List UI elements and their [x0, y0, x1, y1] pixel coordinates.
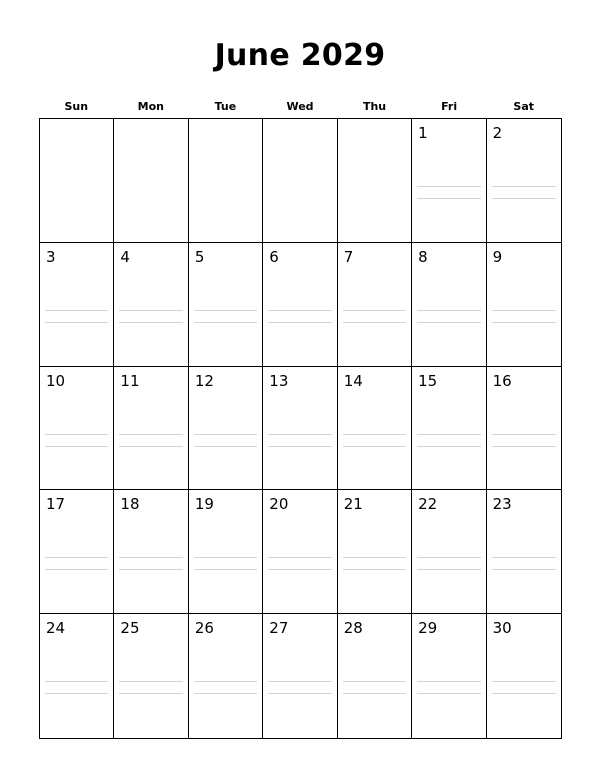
day-cell[interactable]	[263, 490, 337, 614]
note-line	[268, 569, 331, 570]
day-number: 15	[418, 371, 438, 390]
day-number: 12	[194, 371, 214, 390]
note-line	[268, 557, 331, 558]
note-line	[343, 693, 406, 694]
calendar-title: June 2029	[214, 38, 386, 73]
note-line	[268, 681, 331, 682]
note-line	[417, 322, 480, 323]
note-line	[194, 310, 257, 311]
weekday-tue: Tue	[214, 100, 237, 113]
day-cell[interactable]	[263, 367, 337, 491]
note-line	[268, 446, 331, 447]
day-cell[interactable]	[412, 614, 486, 738]
note-line	[119, 693, 182, 694]
note-line	[417, 198, 480, 199]
weekday-sun: Sun	[64, 100, 89, 113]
day-number: 1	[418, 124, 428, 142]
note-line	[417, 569, 480, 570]
day-cell[interactable]	[487, 119, 561, 243]
day-cell[interactable]	[487, 490, 561, 614]
day-cell[interactable]	[40, 614, 114, 738]
note-line	[492, 310, 556, 311]
weekday-header	[39, 99, 561, 115]
day-cell[interactable]	[487, 367, 561, 491]
day-number: 8	[418, 247, 428, 266]
note-line	[417, 434, 480, 435]
note-line	[417, 186, 480, 187]
note-line	[268, 310, 331, 311]
weekday-wed: Wed	[286, 100, 314, 113]
day-cell[interactable]	[114, 367, 188, 491]
day-cell[interactable]	[40, 367, 114, 491]
weekday-thu: Thu	[362, 100, 387, 113]
note-line	[492, 693, 556, 694]
note-line	[119, 446, 182, 447]
day-number: 13	[269, 371, 289, 390]
day-number: 23	[492, 495, 512, 514]
day-cell[interactable]	[412, 243, 486, 367]
day-number: 11	[120, 371, 140, 390]
day-cell[interactable]	[114, 490, 188, 614]
day-cell[interactable]	[412, 367, 486, 491]
note-line	[119, 310, 182, 311]
day-cell[interactable]	[40, 243, 114, 367]
note-line	[343, 310, 406, 311]
day-cell[interactable]	[40, 490, 114, 614]
day-number: 7	[343, 247, 354, 266]
note-line	[45, 310, 108, 311]
day-cell[interactable]	[338, 490, 412, 614]
note-line	[45, 557, 108, 558]
note-line	[417, 446, 480, 447]
note-line	[268, 693, 331, 694]
note-line	[417, 681, 480, 682]
note-line	[492, 681, 556, 682]
day-number: 17	[46, 495, 66, 514]
day-cell[interactable]	[189, 243, 263, 367]
note-line	[119, 681, 182, 682]
note-line	[343, 446, 406, 447]
day-cell[interactable]	[412, 490, 486, 614]
note-line	[417, 693, 480, 694]
note-line	[343, 434, 406, 435]
empty-day-cell	[114, 119, 188, 243]
day-cell[interactable]	[412, 119, 486, 243]
day-cell[interactable]	[189, 490, 263, 614]
note-line	[343, 322, 406, 323]
note-line	[268, 434, 331, 435]
day-number: 29	[418, 619, 438, 638]
day-number: 30	[492, 619, 512, 638]
day-number: 21	[343, 495, 363, 514]
empty-day-cell	[338, 119, 412, 243]
note-line	[194, 434, 257, 435]
day-number: 28	[343, 619, 363, 638]
day-number: 4	[120, 247, 130, 266]
day-number: 24	[46, 619, 66, 638]
note-line	[343, 557, 406, 558]
note-line	[492, 322, 556, 323]
note-line	[45, 322, 108, 323]
day-cell[interactable]	[487, 243, 561, 367]
day-number: 3	[46, 247, 56, 266]
weekday-fri: Fri	[441, 100, 458, 113]
day-number: 10	[46, 371, 66, 390]
note-line	[194, 446, 257, 447]
note-line	[492, 569, 556, 570]
empty-day-cell	[263, 119, 337, 243]
note-line	[268, 322, 331, 323]
note-line	[45, 681, 108, 682]
day-cell[interactable]	[189, 614, 263, 738]
note-line	[119, 557, 182, 558]
calendar-grid	[39, 118, 562, 739]
note-line	[194, 557, 257, 558]
note-line	[45, 569, 108, 570]
note-line	[194, 322, 257, 323]
note-line	[417, 310, 480, 311]
note-line	[45, 434, 108, 435]
note-line	[194, 569, 257, 570]
weekday-mon: Mon	[137, 100, 165, 113]
day-cell[interactable]	[263, 614, 337, 738]
day-number: 5	[194, 247, 205, 266]
day-cell[interactable]	[338, 243, 412, 367]
day-number: 25	[120, 619, 140, 638]
note-line	[45, 693, 108, 694]
note-line	[194, 693, 257, 694]
note-line	[119, 434, 182, 435]
day-number: 6	[269, 247, 279, 266]
day-number: 2	[492, 124, 503, 142]
day-cell[interactable]	[338, 367, 412, 491]
day-number: 18	[120, 495, 140, 514]
note-line	[492, 446, 556, 447]
day-number: 16	[492, 371, 512, 390]
day-number: 27	[269, 619, 289, 638]
day-number: 9	[492, 247, 503, 266]
note-line	[492, 557, 556, 558]
day-number: 19	[194, 495, 214, 514]
note-line	[119, 322, 182, 323]
note-line	[194, 681, 257, 682]
note-line	[343, 569, 406, 570]
note-line	[119, 569, 182, 570]
empty-day-cell	[40, 119, 114, 243]
day-number: 26	[194, 619, 214, 638]
note-line	[45, 446, 108, 447]
note-line	[343, 681, 406, 682]
day-number: 14	[343, 371, 363, 390]
day-number: 20	[269, 495, 289, 514]
note-line	[492, 198, 556, 199]
day-cell[interactable]	[487, 614, 561, 738]
empty-day-cell	[189, 119, 263, 243]
weekday-sat: Sat	[513, 100, 534, 113]
day-cell[interactable]	[263, 243, 337, 367]
day-cell[interactable]	[338, 614, 412, 738]
note-line	[492, 186, 556, 187]
day-cell[interactable]	[114, 243, 188, 367]
day-number: 22	[418, 495, 438, 514]
day-cell[interactable]	[189, 367, 263, 491]
note-line	[492, 434, 556, 435]
note-line	[417, 557, 480, 558]
day-cell[interactable]	[114, 614, 188, 738]
